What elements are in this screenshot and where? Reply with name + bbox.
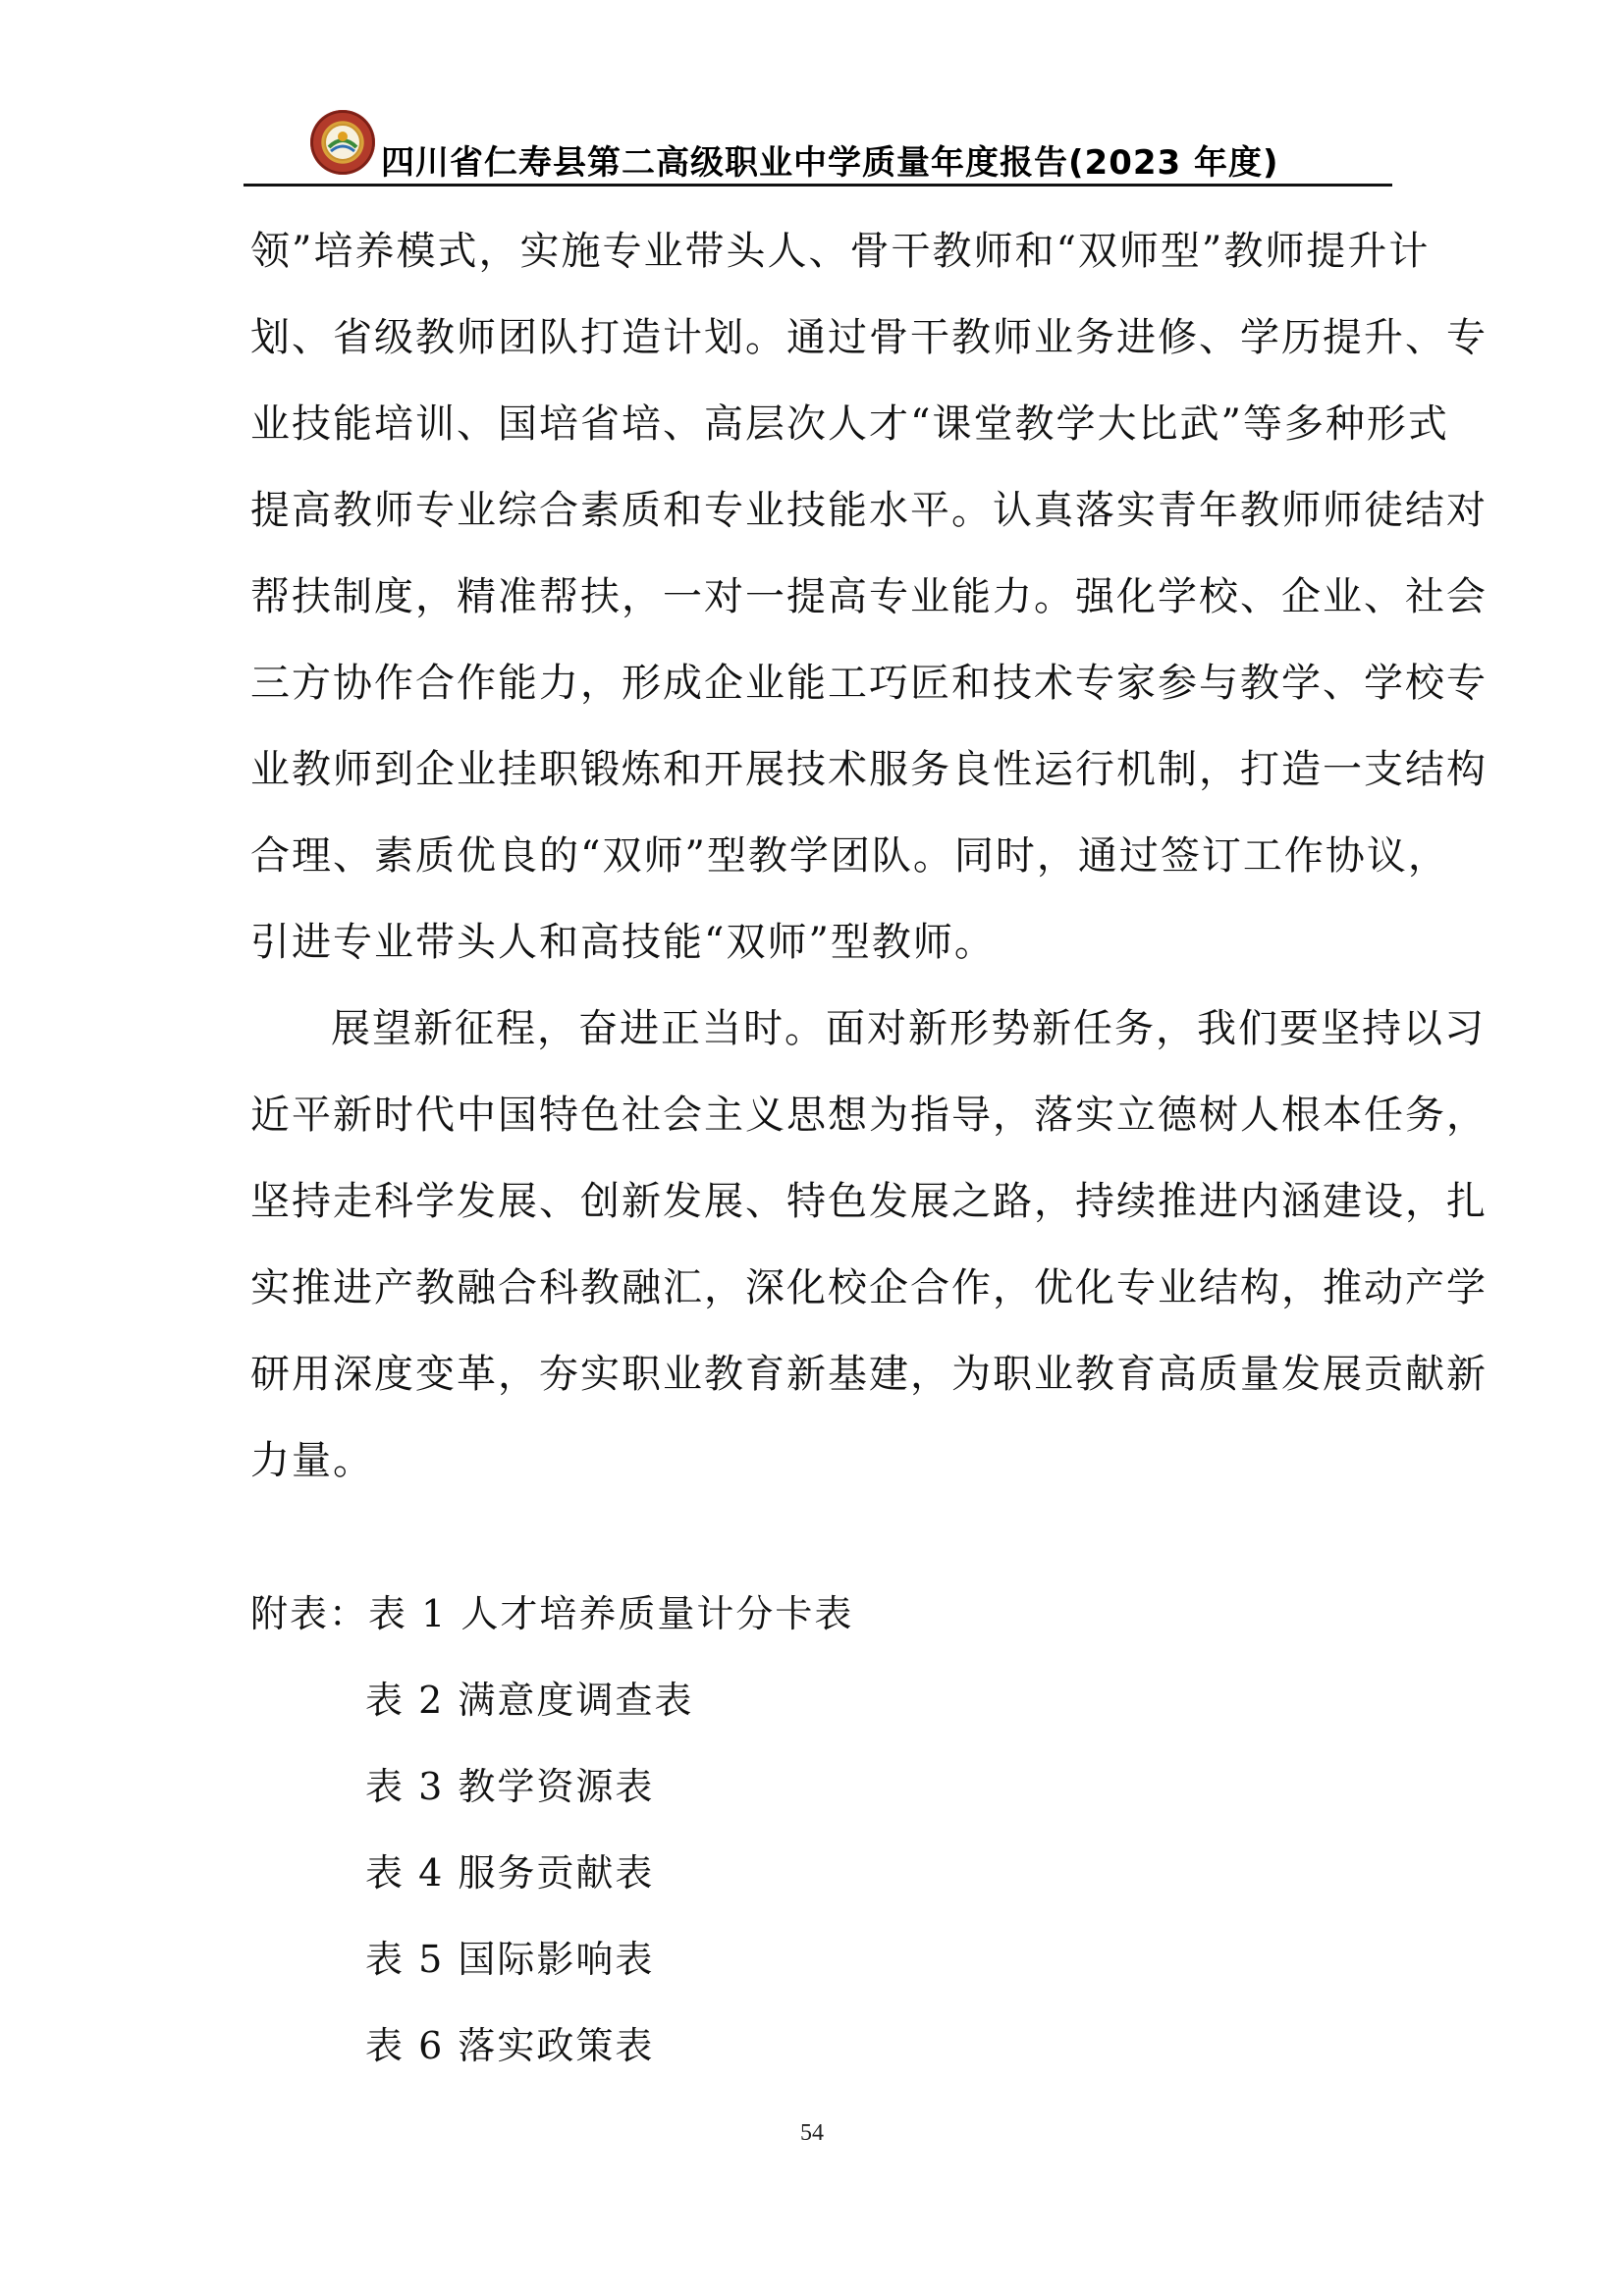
paragraph-2 (250, 986, 1488, 1504)
page-number: 54 (800, 2120, 824, 2146)
text-line: 业教师到企业挂职锻炼和开展技术服务良性运行机制，打造一支结构 (250, 747, 1488, 792)
text-line: 近平新时代中国特色社会主义思想为指导，落实立德树人根本任务， (250, 1093, 1488, 1138)
report-title: 四川省仁寿县第二高级职业中学质量年度报告(2023 年度) (381, 143, 1279, 183)
appendix-item: 表 5 国际影响表 (365, 1938, 655, 1981)
appendix-item-text: 表 1 人才培养质量计分卡表 (368, 1592, 854, 1635)
appendix-item: 表 3 教学资源表 (365, 1765, 655, 1808)
paragraph-1 (250, 208, 1488, 986)
text-line: 三方协作合作能力，形成企业能工巧匠和技术专家参与教学、学校专 (250, 661, 1488, 706)
text-line: 坚持走科学发展、创新发展、特色发展之路，持续推进内涵建设，扎 (250, 1179, 1488, 1224)
text-line: 业技能培训、国培省培、高层次人才“课堂教学大比武”等多种形式 (250, 401, 1449, 447)
text-line: 提高教师专业综合素质和专业技能水平。认真落实青年教师师徒结对 (250, 488, 1488, 533)
appendix-item (250, 1571, 1330, 1657)
appendix-item: 表 6 落实政策表 (365, 2024, 655, 2067)
text-line: 力量。 (250, 1438, 374, 1483)
appendix-label: 附表： (250, 1592, 369, 1635)
text-line: 合理、素质优良的“双师”型教学团队。同时，通过签订工作协议， (250, 833, 1449, 879)
header-divider (244, 184, 1392, 187)
text-line: 研用深度变革，夯实职业教育新基建，为职业教育高质量发展贡献新 (250, 1352, 1488, 1397)
text-line: 帮扶制度，精准帮扶，一对一提高专业能力。强化学校、企业、社会 (250, 574, 1488, 619)
text-line: 划、省级教师团队打造计划。通过骨干教师业务进修、学历提升、专 (250, 315, 1488, 360)
text-line: 展望新征程，奋进正当时。面对新形势新任务，我们要坚持以习 (331, 1006, 1486, 1051)
text-line: 领”培养模式，实施专业带头人、骨干教师和“双师型”教师提升计 (250, 229, 1431, 274)
appendix-item: 表 2 满意度调查表 (365, 1679, 694, 1722)
page-header (244, 110, 1392, 187)
body-content (250, 208, 1488, 1504)
text-line: 实推进产教融合科教融汇，深化校企合作，优化专业结构，推动产学 (250, 1265, 1488, 1310)
text-line: 引进专业带头人和高技能“双师”型教师。 (250, 920, 996, 965)
appendix-item: 表 4 服务贡献表 (365, 1851, 655, 1895)
appendix-list (250, 1571, 1330, 2089)
school-logo-icon (310, 110, 375, 175)
